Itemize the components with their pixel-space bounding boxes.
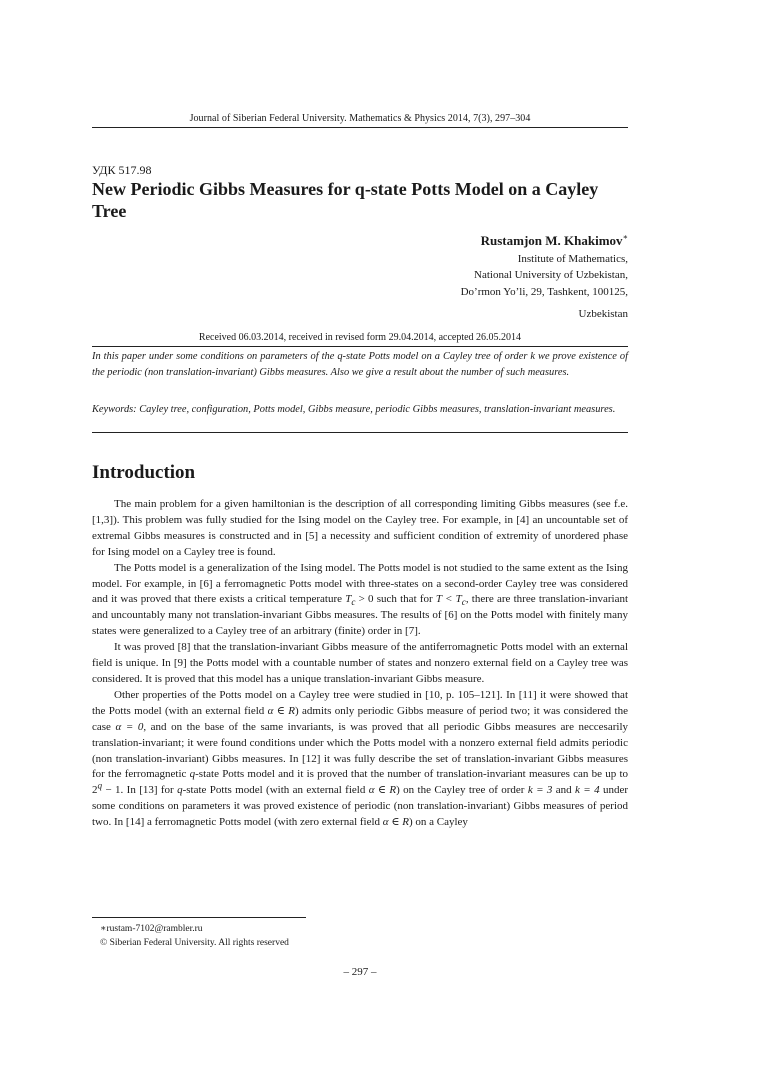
paragraph: Other properties of the Potts model on a Cayley tree were studied in [10, p. 105–121]. In [11] it were showed that the Potts model (with an external field α ∈ R) admits only periodic Gibbs measure of period two; it was considered the case α = 0, and on the base of the same invariants, is was proved that all periodic Gibbs measures are neccesarily translation-invariant; it were found conditions under which the Potts model with a nonzero external field admits periodic (non translation-invariant) Gibbs measures. In [12] it was fully describe the set of translation-invariant Gibbs measures for the ferromagnetic q-state Potts model and it is proved that the number of translation-invariant measures can be up to $2^q - 1$. In [13] for q-state Potts model (with an external field α ∈ R) on the Cayley tree of order k = 3 and k = 4 under some conditions on parameters it was proved existence of periodic (non translation-invariant) Gibbs measures of period two. In [14] a ferromagnetic Potts model (with zero external field α ∈ R) on a Cayley (92, 688, 629, 829)
keywords: Keywords: Cayley tree, configuration, Potts model, Gibbs measure, periodic Gibbs measures, translation-invariant measures. (92, 404, 616, 415)
running-head: Journal of Siberian Federal University. Mathematics & Physics 2014, 7(3), 297–304 (189, 113, 531, 124)
paragraph: The Potts model is a generalization of the Ising model. The Potts model is not studied to the same extent as the Ising model. For example, in [6] a ferromagnetic Potts model with three-states on a second-order Cayley tree was considered and it was proved that there exists a critical temperature $T_c > 0$ such that for $T < T_c$, there are three translation-invariant and uncountably many not translation-invariant Gibbs measures. The results of [6] on the Potts model with finitely many states were generalized to a Cayley tree of an arbitrary (finite) order in [7]. (92, 561, 629, 638)
footnote-email: ∗rustam-7102@rambler.ru (100, 924, 203, 934)
author-name-text: Rustamjon M. Khakimov (480, 233, 623, 248)
header-rule (92, 127, 628, 128)
abstract-rule-top (92, 346, 628, 347)
footnote-copyright: © Siberian Federal University. All rights reserved (100, 938, 289, 948)
affiliation-line: Institute of Mathematics, (517, 252, 628, 265)
paragraph: It was proved [8] that the translation-invariant Gibbs measure of the antiferromagnetic Potts model with an external field is unique. In [9] the Potts model with a countable number of states and nonzero external field on a Cayley tree was considered. It is proved that this model has a unique translation-invariant Gibbs measure. (92, 641, 628, 685)
affiliation-line: National University of Uzbekistan, (474, 269, 628, 281)
article-title: New Periodic Gibbs Measures for q-state Potts Model on a Cayley Tree (92, 179, 599, 221)
footnote-rule (92, 917, 306, 918)
affiliation-line: Do’rmon Yo’li, 29, Tashkent, 100125, (460, 285, 628, 298)
paragraph: The main problem for a given hamiltonian is the description of all corresponding limiting Gibbs measures (see f.e. [1,3]). This problem was fully studied for the Ising model on the Cayley tree. For example, in [4] an uncountable set of extremal Gibbs measures is constructed and in [5] a necessity and sufficient condition of extremity of unordered phase for Ising model on a Cayley tree is found. (92, 498, 628, 558)
received-dates: Received 06.03.2014, received in revised form 29.04.2014, accepted 26.05.2014 (198, 332, 522, 343)
author-footnote-mark: ∗ (622, 232, 628, 242)
author-name (461, 233, 628, 250)
page-number: – 297 – (343, 966, 377, 978)
introduction-body (92, 497, 628, 831)
abstract-rule-bottom (92, 432, 628, 433)
section-title-introduction: Introduction (92, 462, 196, 483)
author-block (461, 233, 628, 323)
affiliation-country: Uzbekistan (578, 308, 628, 320)
abstract: In this paper under some conditions on parameters of the q-state Potts model on a Cayley tree of order k we prove existence of the periodic (non translation-invariant) Gibbs measures. Also we give a result about the number of such measures. (92, 351, 628, 378)
udk-code: УДК 517.98 (92, 163, 152, 177)
footnotes (92, 922, 289, 950)
